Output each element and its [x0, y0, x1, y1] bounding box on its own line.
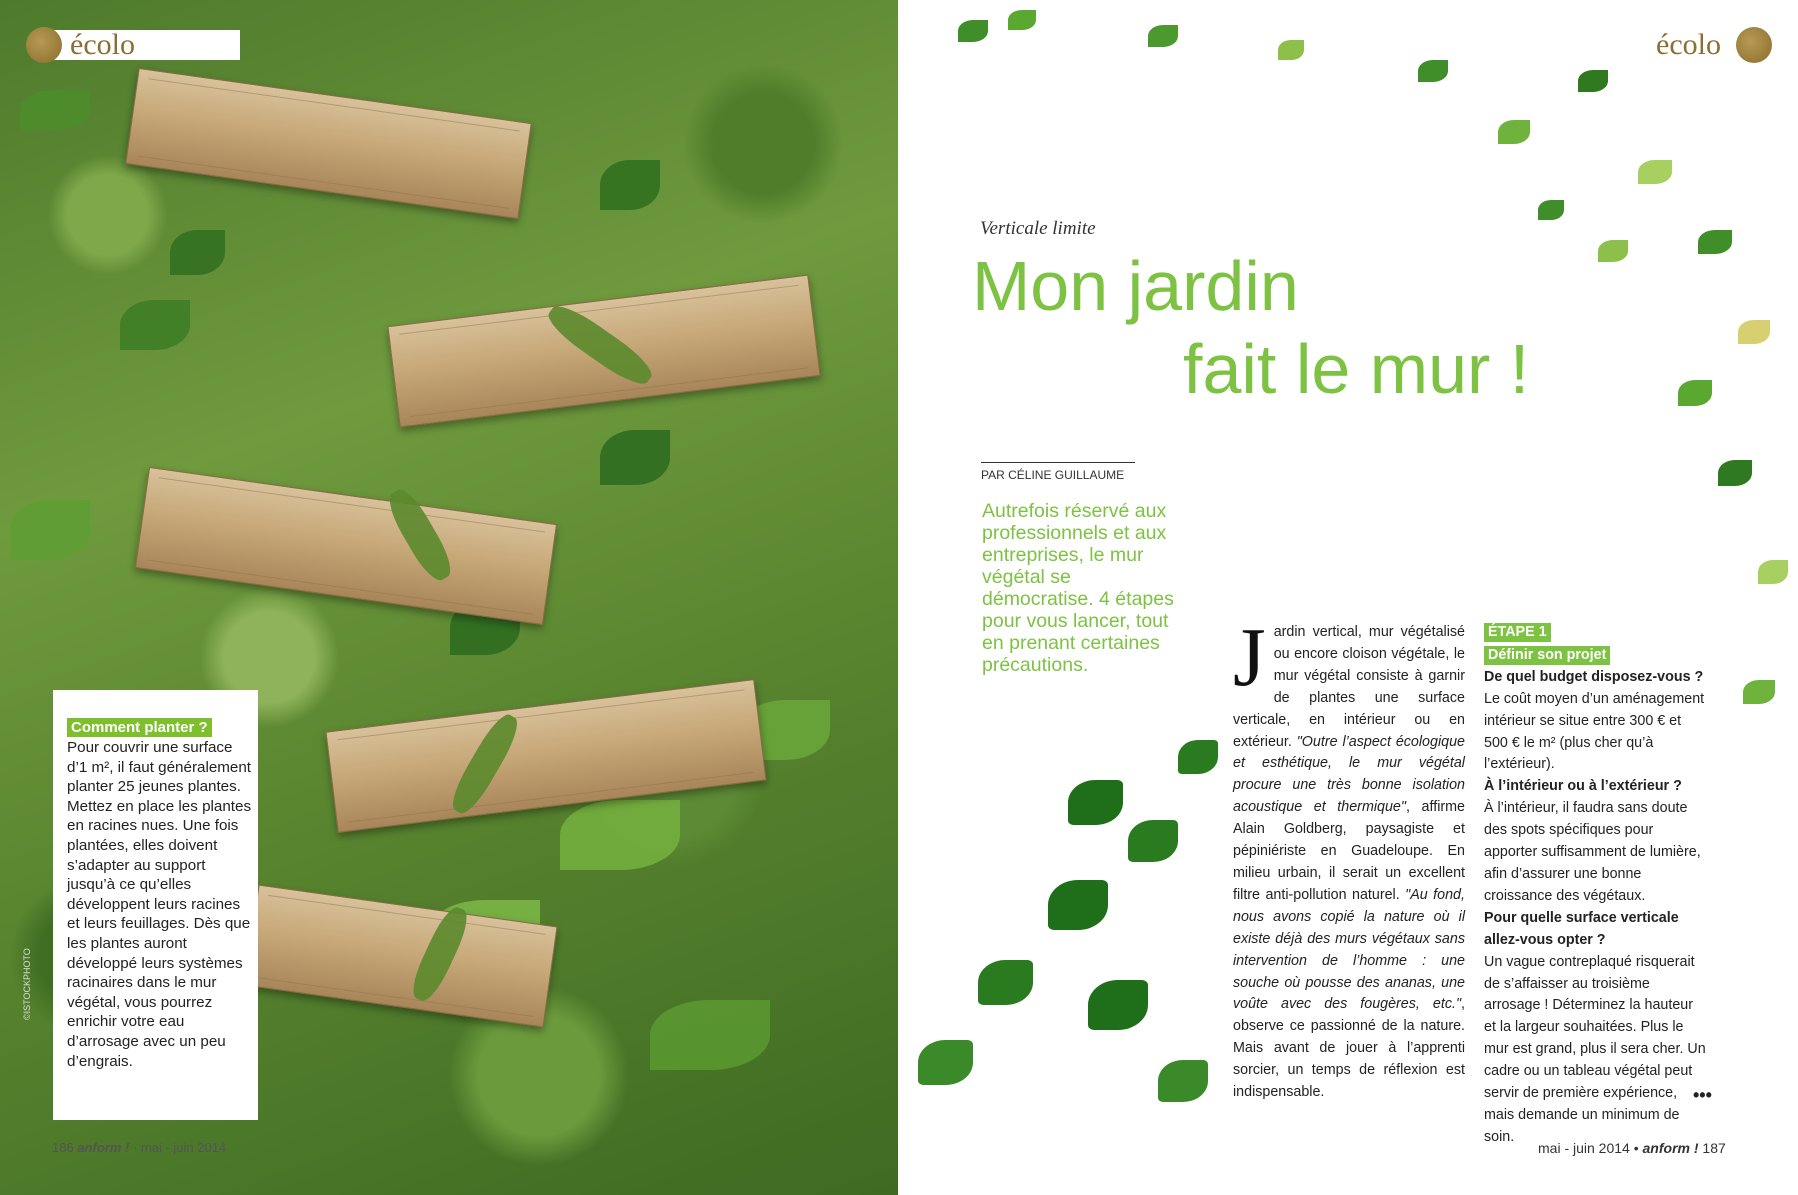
intro-paragraph: Autrefois réservé aux professionnels et aux entreprises, le mur végétal se démocratise. 4 étapes pour vous lancer, tout en prenant certaines précautions.	[982, 500, 1174, 676]
question-heading: À l’intérieur ou à l’extérieur ?	[1484, 778, 1682, 795]
vine-leaf	[1148, 25, 1178, 47]
sidebar-title: Comment planter ?	[67, 718, 212, 737]
foliage-leaf	[600, 160, 660, 210]
foliage-leaf	[650, 1000, 770, 1070]
vine-leaf	[1538, 200, 1564, 220]
vine-leaf	[1718, 460, 1752, 486]
vine-leaf	[1008, 10, 1036, 30]
foliage-leaf	[10, 500, 90, 560]
body-text: , affirme Alain Goldberg, paysagiste et pépiniériste en Guadeloupe. En milieu urbain, il serait un excellent filtre anti-pollution naturel.	[1233, 799, 1465, 903]
section-tag-text: écolo	[70, 28, 135, 61]
byline: PAR CÉLINE GUILLAUME	[981, 468, 1125, 482]
sidebar-box	[53, 690, 258, 1120]
left-folio: 186 anform ! · mai - juin 2014	[52, 1140, 227, 1155]
foliage-leaf	[170, 230, 225, 275]
page-number: 187	[1702, 1140, 1726, 1156]
ivy-leaf	[1128, 820, 1178, 862]
wooden-plank	[325, 679, 766, 833]
photo-credit: ©ISTOCKPHOTO	[22, 948, 32, 1020]
wooden-plank	[125, 68, 532, 219]
drop-cap: J	[1233, 611, 1266, 704]
vine-leaf	[1578, 70, 1608, 92]
vine-leaf	[1698, 230, 1732, 254]
body-text: ardin vertical, mur végétalisé ou encore cloison végétale, le mur végétal consiste à garnir de plantes une surface verticale, en intérieur ou en extérieur.	[1233, 624, 1465, 750]
ivy-leaf	[918, 1040, 973, 1085]
quote-text: "Outre l’aspect écologique et esthétique, le mur végétal procure une très bonne isolation acoustique et thermique"	[1233, 733, 1465, 816]
vine-leaf	[1678, 380, 1712, 406]
vine-leaf	[1758, 560, 1788, 584]
left-page-photo	[0, 0, 898, 1195]
page-number: 186	[52, 1140, 74, 1155]
section-tag-right	[1556, 30, 1756, 60]
magazine-name: anform !	[77, 1140, 130, 1155]
body-column-2	[1484, 622, 1708, 1149]
wooden-plank	[135, 467, 557, 625]
sidebar-body: Pour couvrir une surface d’1 m², il faut généralement planter 25 jeunes plantes. Mettez en place les plantes en racines nues. Une fois plantées, elles doivent s’adapter au support jusqu’à ce qu’elles développent leurs racines et leurs feuillages. Dès que les plantes auront développé leurs systèmes racinaires dans le mur végétal, vous pourrez enrichir votre eau d’arrosage avec un peu d’engrais.	[67, 739, 252, 1070]
ivy-leaf	[978, 960, 1033, 1005]
vine-leaf	[1738, 320, 1770, 344]
foliage-leaf	[120, 300, 190, 350]
headline-line-1: Mon jardin	[972, 247, 1299, 325]
answer-text: Un vague contreplaqué risquerait de s’affaisser au troisième arrosage ! Déterminez la hauteur et la largeur souhaitées. Plus le mur est grand, plus il sera cher. Un cadre ou un tableau végétal peut servir de première expérience, mais demande un minimum de soin.	[1484, 953, 1706, 1145]
ivy-leaf	[1088, 980, 1148, 1030]
vine-leaf	[1598, 240, 1628, 262]
question-heading: Pour quelle surface verticale allez-vous opter ?	[1484, 909, 1679, 948]
vine-leaf	[1498, 120, 1530, 144]
ivy-leaf	[1068, 780, 1123, 825]
step-title: Définir son projet	[1484, 646, 1610, 665]
magazine-name: anform !	[1642, 1140, 1699, 1156]
ivy-leaf	[1158, 1060, 1208, 1102]
quote-text: "Au fond, nous avons copié la nature où il existe déjà des murs végétaux sans intervention de l’homme : une souche où pousse des ananas, une voûte avec des fougères, etc."	[1233, 886, 1465, 1013]
step-label: ÉTAPE 1	[1484, 623, 1551, 642]
vine-leaf	[1278, 40, 1304, 60]
vine-leaf	[1743, 680, 1775, 704]
article-kicker: Verticale limite	[980, 218, 1096, 239]
continued-marker: •••	[1693, 1085, 1712, 1105]
folio-date: mai - juin 2014	[140, 1140, 227, 1155]
tag-dot-icon	[1736, 27, 1772, 63]
ivy-leaf	[1048, 880, 1108, 930]
answer-text: Le coût moyen d’un aménagement intérieur se situe entre 300 € et 500 € le m² (plus cher qu’à l’extérieur).	[1484, 690, 1705, 773]
headline-line-2: fait le mur !	[1183, 330, 1530, 408]
body-column-1	[1233, 611, 1465, 1104]
right-page	[898, 0, 1798, 1195]
section-tag-text: écolo	[1656, 28, 1721, 61]
foliage-leaf	[600, 430, 670, 485]
byline-rule	[981, 462, 1135, 463]
right-folio: mai - juin 2014 • anform ! 187	[1538, 1140, 1726, 1156]
folio-date: mai - juin 2014	[1538, 1140, 1630, 1156]
vine-leaf	[1638, 160, 1672, 184]
question-heading: De quel budget disposez-vous ?	[1484, 668, 1704, 685]
section-tag-left	[40, 30, 240, 60]
vine-leaf	[1418, 60, 1448, 82]
foliage-leaf	[20, 90, 90, 130]
body-text: , observe ce passionné de la nature. Mais avant de jouer à l’apprenti sorcier, un temps de réflexion est indispensable.	[1233, 996, 1465, 1101]
ivy-leaf	[1178, 740, 1218, 774]
answer-text: À l’intérieur, il faudra sans doute des spots spécifiques pour apporter suffisamment de lumière, afin d’assurer une bonne croissance des végétaux.	[1484, 800, 1701, 904]
foliage-leaf	[560, 800, 680, 870]
vine-leaf	[958, 20, 988, 42]
tag-dot-icon	[26, 27, 62, 63]
